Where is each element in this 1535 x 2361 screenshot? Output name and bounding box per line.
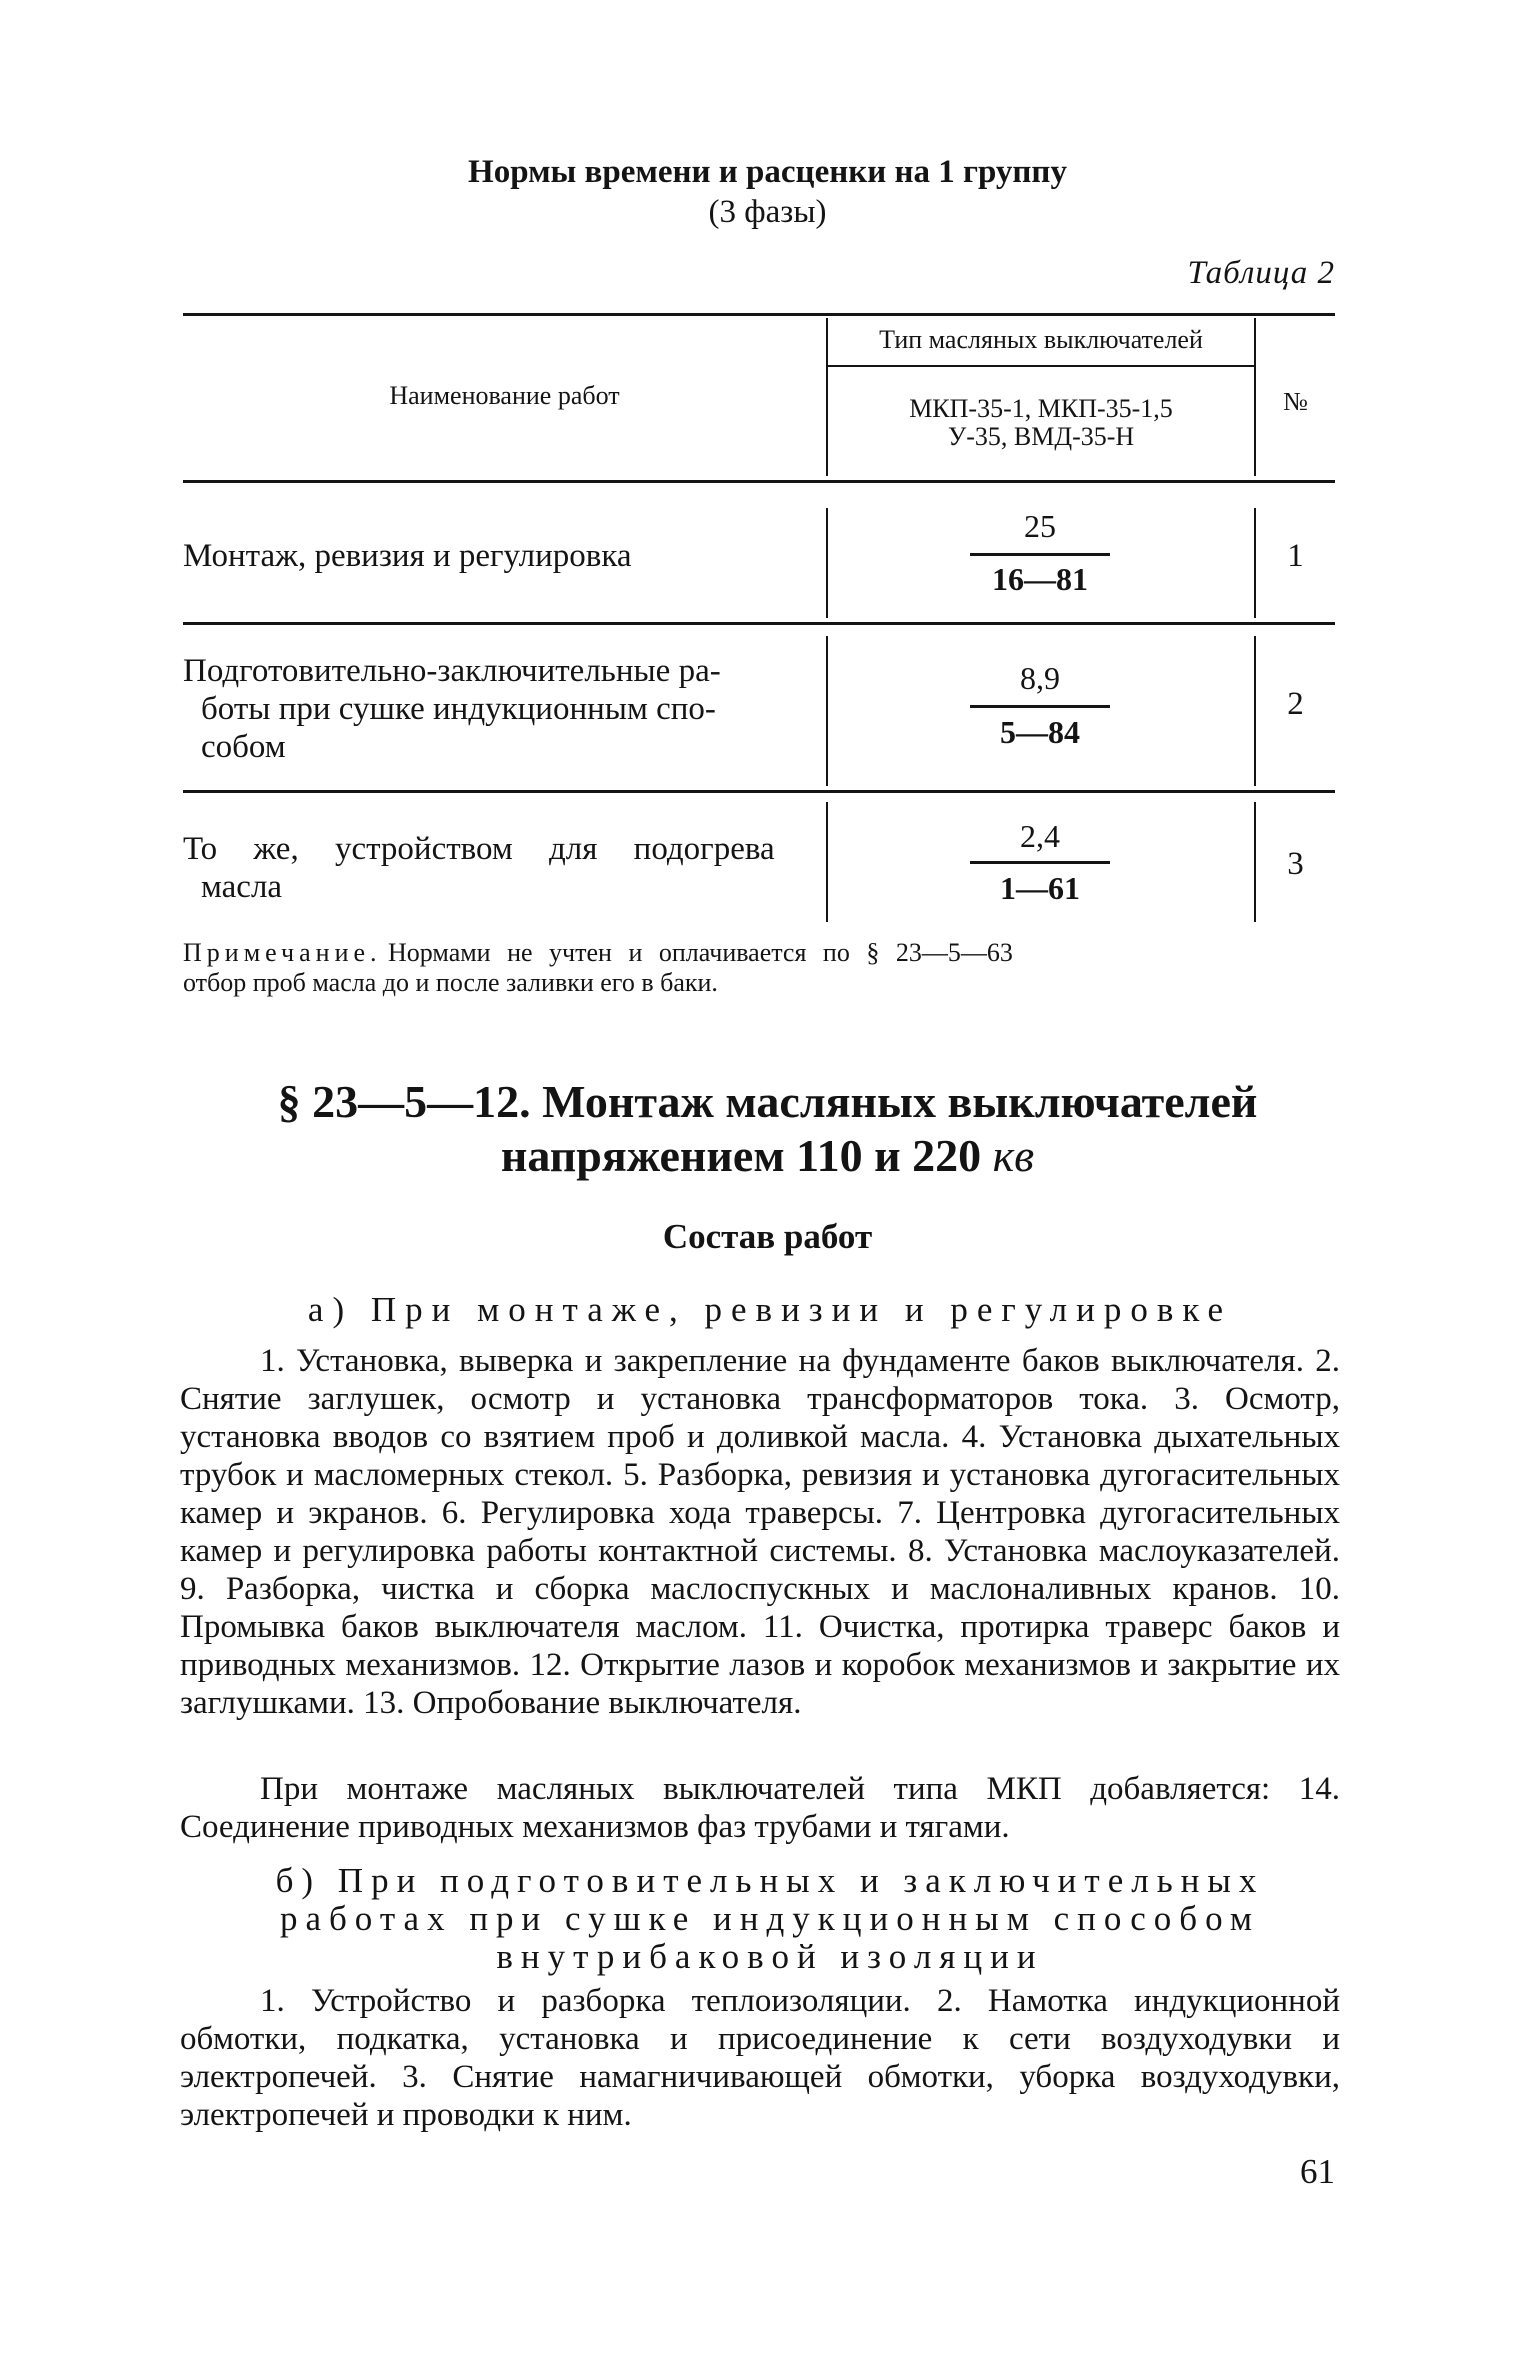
page-number: 61 — [1300, 2152, 1335, 2191]
work-composition-heading: Состав работ — [662, 1217, 873, 1256]
row-2-work — [183, 652, 813, 766]
row-rule-2 — [183, 790, 1335, 793]
row-3-time: 2,4 — [1020, 818, 1060, 854]
part-b-heading — [180, 1862, 1360, 1976]
table-title: Нормы времени и расценки на 1 группу — [468, 154, 1067, 190]
section-title-unit: кв — [992, 1130, 1035, 1181]
row-1-time: 25 — [1024, 508, 1056, 544]
section-title-line-2: напряжением 110 и 220 — [500, 1130, 982, 1181]
note-label: Примечание. — [183, 938, 382, 967]
row-2-fraction-line — [970, 705, 1110, 708]
row-1-num: 1 — [1287, 538, 1304, 574]
type-group-rule — [826, 365, 1254, 367]
table-note — [183, 938, 1338, 998]
row-3-num: 3 — [1287, 846, 1304, 882]
row-1-price: 16—81 — [992, 561, 1088, 597]
col-header-type-group: Тип масляных выключателей — [879, 325, 1203, 354]
header-bottom-rule — [183, 480, 1335, 483]
part-a-heading: а) При монтаже, ревизии и регулировке — [307, 1290, 1233, 1329]
row-2-price: 5—84 — [1000, 714, 1080, 750]
col-header-type-line2: У-35, ВМД-35-Н — [947, 422, 1135, 451]
row-3-work — [183, 830, 813, 906]
part-b-paragraph-1: 1. Устройство и разборка теплоизоляции. 2. Намотка индукционной обмотки, подкатка, установка и присоединение к сети воздуходувки и электропечей. 3. Снятие намагничивающей обмотки, уборка воздуходувки, электропечей и проводки к ним. — [180, 1983, 1340, 2133]
section-title-line-1: § 23—5—12. Монтаж масляных выключателей — [277, 1076, 1258, 1127]
col-header-num: № — [1283, 387, 1308, 416]
row-1-fraction-line — [970, 553, 1110, 556]
note-line-1: Нормами не учтен и оплачивается по § 23—5—63 — [388, 938, 1013, 967]
part-a-paragraph-1: 1. Установка, выверка и закрепление на фундаменте баков выключателя. 2. Снятие заглушек, осмотр и установка трансформаторов тока. 3. Осмотр, установка вводов со взятием проб и доливкой масла. 4. Установка дыхательных трубок и масломерных стекол. 5. Разборка, ревизия и установка дугогасительных камер и экранов. 6. Регулировка хода траверсы. 7. Центровка дугогасительных камер и регулировка работы контактной системы. 8. Установка маслоуказателей. 9. Разборка, чистка и сборка маслоспускных и маслоналивных кранов. 10. Промывка баков выключателя маслом. 11. Очистка, протирка траверс баков и приводных механизмов. 12. Открытие лазов и коробок механизмов и закрытие их заглушками. 13. Опробование выключателя. — [180, 1343, 1340, 1721]
note-line-2: отбор проб масла до и после заливки его в баки. — [183, 968, 718, 997]
part-b-heading-line-3: внутрибаковой изоляции — [496, 1937, 1044, 1976]
row-2-work-line-3: собом — [201, 729, 286, 765]
row-2-work-line-2: боты при сушке индукционным спо- — [201, 691, 716, 727]
table-label: Таблица 2 — [1187, 255, 1335, 291]
row-3-work-line-1: То же, устройством для подогрева — [183, 831, 775, 867]
part-a-paragraph-2: При монтаже масляных выключателей типа МКП добавляется: 14. Соединение приводных механизмов фаз трубами и тягами. — [180, 1771, 1340, 1845]
row-3-work-line-2: масла — [201, 869, 283, 905]
table-top-rule — [183, 313, 1335, 316]
part-b-heading-line-1: б) При подготовительных и заключительных — [275, 1861, 1265, 1900]
col-header-work: Наименование работ — [389, 381, 620, 410]
col-rule-a-r2 — [826, 636, 828, 786]
col-rule-a-r3 — [826, 802, 828, 922]
row-3-price: 1—61 — [1000, 870, 1080, 906]
row-1-work: Монтаж, ревизия и регулировка — [183, 538, 632, 574]
row-3-fraction-line — [970, 861, 1110, 864]
row-rule-1 — [183, 622, 1335, 625]
row-2-time: 8,9 — [1020, 660, 1060, 696]
part-b-heading-line-2: работах при сушке индукционным способом — [279, 1899, 1261, 1938]
col-header-type-line1: МКП-35-1, МКП-35-1,5 — [909, 394, 1173, 423]
col-rule-a-r1 — [826, 508, 828, 618]
section-title — [0, 1075, 1535, 1183]
row-2-num: 2 — [1287, 686, 1304, 722]
table-subtitle: (3 фазы) — [708, 194, 827, 230]
row-2-work-line-1: Подготовительно-заключительные ра- — [183, 653, 721, 689]
